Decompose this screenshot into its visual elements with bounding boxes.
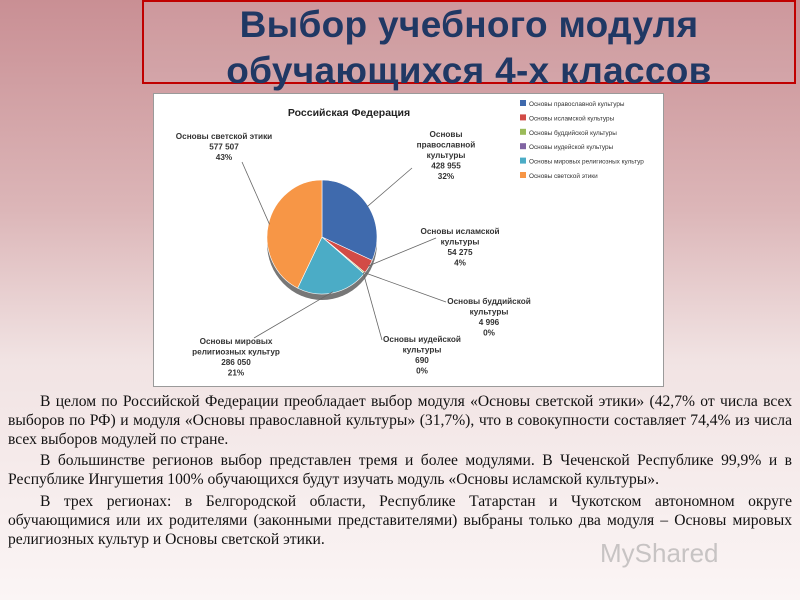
legend-entry: Основы светской этики [529, 173, 598, 180]
leader-line [363, 273, 382, 340]
legend-swatch [520, 129, 526, 135]
slice-value: 4 996 [478, 318, 500, 327]
leader-line [364, 272, 446, 302]
slice-value: 54 275 [447, 248, 473, 257]
leader-line [254, 292, 333, 338]
paragraph: В целом по Российской Федерации преобладает выбор модуля «Основы светской этики» (42,7% от числа всех выборов по РФ) и модуля «Основы православной культуры» (31,7%), что в совокупности составляет 74,4% из числа всех выборов модулей по стране. [8, 393, 792, 448]
slice-label [192, 337, 280, 378]
slice-name: культуры [469, 307, 509, 317]
legend-entry: Основы буддийской культуры [529, 129, 617, 137]
watermark-logo: MyShared [600, 538, 719, 568]
slice-name: культуры [426, 151, 466, 160]
leader-line [368, 238, 436, 266]
slice-percent: 0% [483, 328, 495, 338]
slice-percent: 21% [227, 368, 245, 378]
slice-name: Основы светской этики [175, 132, 273, 141]
leader-line [367, 168, 412, 207]
slice-name: культуры [402, 345, 442, 355]
chart-title: Российская Федерация [287, 107, 411, 119]
slice-value: 428 955 [431, 161, 461, 171]
paragraph: В трех регионах: в Белгородской области, Республике Татарстан и Чукотском автономном округе обучающимися или их родителями (законными представителями) выбраны только два модуля – Основы мировых религиозных культур и Основы светской этики. [8, 492, 792, 548]
paragraph: В большинстве регионов выбор представлен тремя и более модулями. В Чеченской Республике 99,9% и в Республике Ингушетия 100% обучающихся будут изучать модуль «Основы исламской культуры». [8, 452, 792, 489]
slice-value: 690 [415, 356, 429, 365]
legend-swatch [520, 100, 526, 106]
legend-swatch [520, 114, 526, 120]
slice-name: культуры [440, 237, 480, 247]
slide-title-line-2: обучающихся 4-х классов [226, 50, 712, 91]
pie-chart-panel [153, 93, 664, 387]
slice-name: Основы [429, 130, 463, 139]
legend-entry: Основы иудейской культуры [529, 144, 614, 152]
slide-title-line-1: Выбор учебного модуля [239, 4, 699, 45]
slice-value: 577 507 [209, 142, 239, 152]
slice-name: религиозных культур [192, 347, 280, 357]
slice-percent: 43% [215, 153, 233, 162]
slice-name: православной [416, 140, 476, 150]
slice-percent: 0% [416, 366, 428, 376]
slice-name: Основы иудейской [383, 335, 461, 344]
legend-entry: Основы исламской культуры [529, 115, 615, 123]
slice-value: 286 050 [221, 358, 251, 367]
slice-percent: 4% [454, 258, 466, 268]
legend-entry: Основы мировых религиозных культур [529, 158, 644, 166]
slice-name: Основы исламской [420, 227, 500, 236]
slice-name: Основы буддийской [447, 297, 531, 306]
slice-label [447, 296, 531, 338]
legend-swatch [520, 158, 526, 164]
pie-chart [154, 94, 665, 388]
legend-swatch [520, 172, 526, 178]
slice-name: Основы мировых [199, 337, 273, 346]
body-text [8, 393, 792, 552]
legend-swatch [520, 143, 526, 149]
slice-percent: 32% [437, 172, 455, 181]
slice-label [417, 130, 476, 181]
slice-label [383, 335, 461, 376]
leader-line [242, 162, 270, 224]
slice-label [420, 227, 499, 268]
legend-entry: Основы православной культуры [529, 101, 625, 108]
slice-label [176, 132, 272, 162]
